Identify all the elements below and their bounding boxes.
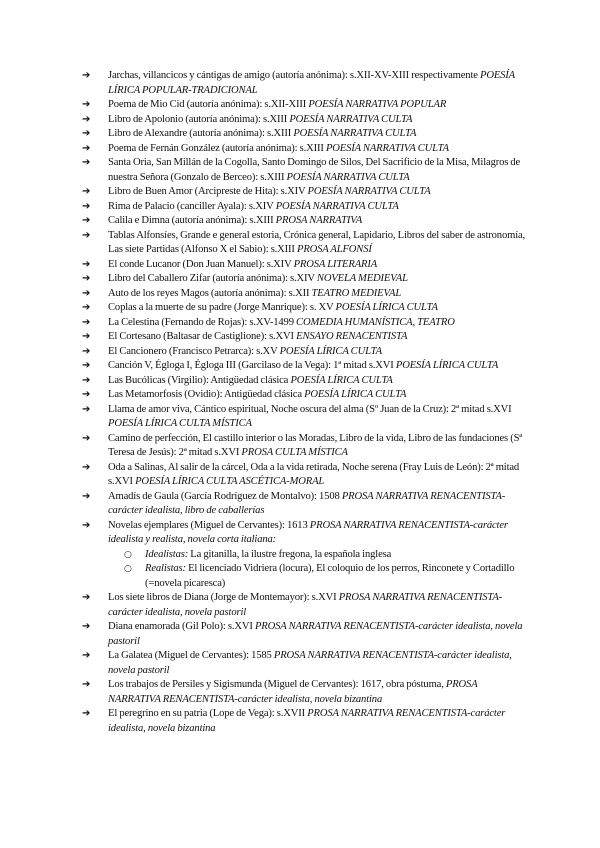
list-item: [82, 258, 528, 273]
work-text: Libro del Caballero Zifar (autoría anónima): s.XIV: [108, 273, 317, 284]
work-genre: POESÍA NARRATIVA CULTA: [286, 171, 410, 183]
work-text: Coplas a la muerte de su padre (Jorge Manrique): s. XV: [108, 302, 336, 313]
work-text: Jarchas, villancicos y cántigas de amigo (autoría anónima): s.XII-XV-XIII respectivamente: [108, 70, 480, 81]
work-text: Diana enamorada (Gil Polo): s.XVI: [108, 621, 255, 632]
arrow-icon: ➔: [82, 99, 91, 110]
arrow-icon: ➔: [82, 389, 91, 400]
arrow-icon: ➔: [82, 200, 91, 212]
work-text: La Galatea (Miguel de Cervantes): 1585: [108, 650, 274, 661]
circle-bullet-icon: ○: [124, 564, 132, 574]
work-text: Santa Oria, San Millán de la Cogolla, Santo Domingo de Silos, Del Sacrificio de la Misa, Milagros de nuestra Señora (Gonzalo de Berceo): s.XIII: [108, 157, 521, 183]
list-item: [82, 272, 528, 287]
work-genre: POESÍA NARRATIVA CULTA: [289, 113, 413, 125]
arrow-icon: ➔: [82, 592, 91, 603]
work-genre: POESÍA NARRATIVA CULTA: [275, 200, 399, 212]
list-item: [82, 432, 528, 461]
list-item: [82, 620, 528, 649]
arrow-icon: ➔: [82, 621, 91, 632]
work-genre: POESÍA NARRATIVA CULTA: [293, 128, 417, 139]
work-text: Libro de Alexandre (autoría anónima): s.XIII: [108, 128, 294, 139]
work-genre: PROSA NARRATIVA RENACENTISTA-carácter idealista, novela pastoril: [108, 621, 523, 647]
list-item: [82, 98, 528, 113]
arrow-icon: ➔: [82, 229, 91, 241]
arrow-icon: ➔: [82, 157, 91, 168]
work-text: Poema de Mio Cid (autoría anónima): s.XII-XIII: [108, 99, 309, 110]
work-text: El conde Lucanor (Don Juan Manuel): s.XIV: [108, 258, 294, 270]
work-text: Tablas Alfonsíes, Grande e general estoria, Crónica general, Lapidario, Libros del saber de astronomía, Las siete Partidas (Alfonso X el Sabio): s.XIII: [108, 229, 526, 255]
list-item: [82, 519, 528, 592]
list-item: [82, 490, 528, 519]
arrow-icon: ➔: [82, 316, 91, 328]
work-genre: POESÍA LÍRICA CULTA: [395, 360, 499, 371]
works-list: [0, 69, 600, 736]
list-item: [82, 185, 528, 200]
list-item: [82, 301, 528, 316]
arrow-icon: ➔: [82, 679, 91, 690]
arrow-icon: ➔: [82, 302, 91, 313]
list-item: [82, 69, 528, 98]
list-item: [82, 142, 528, 157]
work-genre: POESÍA LÍRICA CULTA ASCÉTICA-MORAL: [135, 476, 325, 487]
list-item: [82, 287, 528, 302]
work-text: Auto de los reyes Magos (autoría anónima): s.XII: [108, 287, 312, 299]
work-genre: PROSA NARRATIVA RENACENTISTA-carácter idealista, novela bizantina: [108, 708, 506, 734]
sublist-item: [124, 562, 528, 591]
work-text: El Cortesano (Baltasar de Castiglione): s.XVI: [108, 331, 297, 342]
arrow-icon: ➔: [82, 490, 91, 502]
work-genre: POESÍA NARRATIVA CULTA: [325, 142, 449, 154]
list-item: [82, 127, 528, 142]
work-genre: POESÍA LÍRICA CULTA MÍSTICA: [108, 418, 252, 429]
work-text: El Cancionero (Francisco Petrarca): s.XV: [108, 345, 280, 357]
work-text: Rima de Palacio (canciller Ayala): s.XIV: [108, 200, 276, 212]
work-text: Camino de perfección, El castillo interior o las Moradas, Libro de la vida, Libro de las fundaciones (Sª Teresa de Jesús): 2ª mitad s.XVI: [108, 432, 523, 458]
arrow-icon: ➔: [82, 708, 91, 719]
arrow-icon: ➔: [82, 650, 91, 661]
arrow-icon: ➔: [82, 273, 91, 284]
arrow-icon: ➔: [82, 215, 91, 226]
work-text: La Celestina (Fernando de Rojas): s.XV-1499: [108, 316, 297, 328]
work-genre: PROSA NARRATIVA RENACENTISTA-carácter idealista, novela pastoril: [108, 650, 512, 676]
arrow-icon: ➔: [82, 142, 91, 154]
work-genre: POESÍA LÍRICA CULTA: [335, 302, 438, 313]
arrow-icon: ➔: [82, 186, 91, 197]
work-genre: PROSA ALFONSÍ: [297, 244, 372, 255]
work-genre: PROSA CULTA MÍSTICA: [241, 447, 348, 458]
work-text: Oda a Salinas, Al salir de la cárcel, Oda a la vida retirada, Noche serena (Fray Luis de León): 2ª mitad s.XVI: [108, 461, 520, 487]
circle-bullet-icon: ○: [124, 549, 132, 560]
sublist-item: [124, 548, 528, 563]
work-genre: PROSA NARRATIVA RENACENTISTA-carácter idealista, libro de caballerías: [108, 490, 506, 516]
work-text: El peregrino en su patria (Lope de Vega): s.XVII: [108, 708, 308, 719]
work-text: Libro de Buen Amor (Arcipreste de Hita): s.XIV: [108, 186, 308, 197]
work-genre: POESÍA NARRATIVA CULTA: [307, 186, 431, 197]
work-genre: POESÍA LÍRICA CULTA: [290, 374, 393, 386]
list-item: [82, 156, 528, 185]
sublist-label: Idealistas:: [145, 548, 189, 560]
work-genre: PROSA NARRATIVA: [275, 215, 363, 226]
work-text: Las Metamorfosis (Ovidio): Antigüedad clásica: [108, 389, 305, 400]
list-item: [82, 649, 528, 678]
work-genre: POESÍA LÍRICA CULTA: [304, 389, 407, 400]
arrow-icon: ➔: [82, 128, 91, 139]
arrow-icon: ➔: [82, 331, 91, 342]
list-item: [82, 200, 528, 215]
novelas-sublist: [108, 548, 528, 592]
list-item: [82, 214, 528, 229]
list-item: [82, 316, 528, 331]
work-text: Poema de Fernán González (autoría anónima): s.XIII: [108, 142, 326, 154]
work-genre: NOVELA MEDIEVAL: [316, 273, 408, 284]
list-item: [82, 229, 528, 258]
work-genre: POESÍA LÍRICA CULTA: [279, 345, 382, 357]
arrow-icon: ➔: [82, 461, 91, 473]
list-item: [82, 678, 528, 707]
sublist-text: La gitanilla, la ilustre fregona, la española inglesa: [188, 548, 392, 560]
arrow-icon: ➔: [82, 287, 91, 299]
arrow-icon: ➔: [82, 345, 91, 357]
work-genre: PROSA NARRATIVA RENACENTISTA-carácter idealista y realista, novela corta italiana:: [108, 519, 508, 545]
arrow-icon: ➔: [82, 519, 91, 531]
work-genre: PROSA NARRATIVA RENACENTISTA-carácter idealista, novela bizantina: [108, 679, 478, 705]
work-genre: ENSAYO RENACENTISTA: [296, 331, 408, 342]
work-genre: PROSA LITERARIA: [293, 258, 378, 270]
list-item: [82, 403, 528, 432]
arrow-icon: ➔: [82, 70, 91, 81]
work-text: Libro de Apolonio (autoría anónima): s.XIII: [108, 113, 290, 125]
work-genre: TEATRO MEDIEVAL: [311, 287, 402, 299]
arrow-icon: ➔: [82, 258, 91, 270]
arrow-icon: ➔: [82, 360, 91, 371]
work-text: Las Bucólicas (Virgilio): Antigüedad clásica: [108, 374, 291, 386]
sublist-label: Realistas:: [145, 563, 186, 574]
list-item: [82, 359, 528, 374]
work-text: Amadís de Gaula (García Rodríguez de Montalvo): 1508: [108, 490, 342, 502]
list-item: [82, 345, 528, 360]
sublist-text: El licenciado Vidriera (locura), El coloquio de los perros, Rinconete y Cortadillo (=novela picaresca): [145, 563, 515, 589]
arrow-icon: ➔: [82, 374, 91, 386]
work-genre: COMEDIA HUMANÍSTICA, TEATRO: [296, 316, 455, 328]
work-text: Los trabajos de Persiles y Sigismunda (Miguel de Cervantes): 1617, obra póstuma,: [108, 679, 446, 690]
work-text: Novelas ejemplares (Miguel de Cervantes): 1613: [108, 519, 310, 531]
work-genre: PROSA NARRATIVA RENACENTISTA-carácter idealista, novela pastoril: [108, 592, 503, 618]
work-text: Los siete libros de Diana (Jorge de Montemayor): s.XVI: [108, 592, 339, 603]
list-item: [82, 591, 528, 620]
arrow-icon: ➔: [82, 432, 91, 444]
work-text: Llama de amor viva, Cántico espiritual, Noche oscura del alma (Sº Juan de la Cruz): 2ª mitad s.XVI: [108, 403, 512, 415]
list-item: [82, 374, 528, 389]
work-text: Calila e Dimna (autoría anónima): s.XIII: [108, 215, 276, 226]
work-genre: POESÍA NARRATIVA POPULAR: [308, 99, 447, 110]
list-item: [82, 330, 528, 345]
list-item: [82, 113, 528, 128]
arrow-icon: ➔: [82, 403, 91, 415]
list-item: [82, 461, 528, 490]
list-item: [82, 707, 528, 736]
arrow-icon: ➔: [82, 113, 91, 125]
work-genre: POESÍA LÍRICA POPULAR-TRADICIONAL: [108, 70, 515, 96]
list-item: [82, 388, 528, 403]
work-text: Canción V, Égloga I, Égloga III (Garcilaso de la Vega): 1ª mitad s.XVI: [108, 360, 396, 371]
